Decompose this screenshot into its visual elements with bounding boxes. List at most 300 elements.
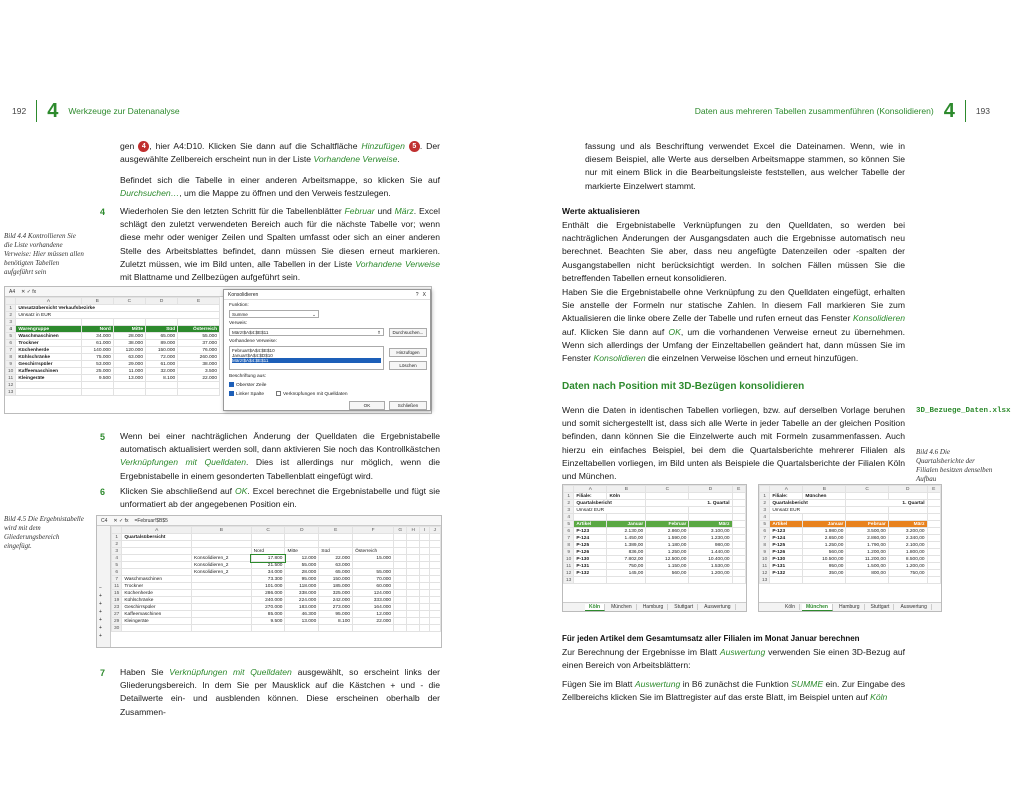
ui-term: Vorhandene Verweise: [313, 154, 398, 165]
cell: [394, 541, 407, 548]
cell: 11.000: [113, 368, 145, 375]
cell: Konsolidieren_2: [192, 555, 252, 562]
cell: Küchenherde: [16, 347, 81, 354]
cell: 1.980,00: [803, 528, 846, 535]
cell: 37.000: [178, 340, 220, 347]
cell: 1. Quartal: [646, 500, 732, 507]
add-button[interactable]: Hinzufügen: [389, 348, 427, 357]
cell: 338.000: [285, 590, 319, 597]
cell: 273.000: [319, 604, 353, 611]
table-row: [112, 562, 441, 569]
cell: [927, 528, 940, 535]
cell: 1.150,00: [646, 563, 689, 570]
ui-term: Hinzufügen: [361, 141, 405, 151]
cell: [353, 534, 394, 541]
cell: [394, 562, 407, 569]
formula-bar: [97, 516, 441, 526]
table-row: [112, 618, 441, 625]
cell: 560,00: [646, 570, 689, 577]
table-row: [112, 590, 441, 597]
cell: H: [407, 527, 420, 534]
cell: Februar: [646, 521, 689, 528]
cell: 980,00: [689, 542, 732, 549]
cell: [429, 597, 440, 604]
row-header: 5: [112, 562, 122, 569]
text: ein. Zur Eingabe des Zellbereichs klicken Sie im Blattregister auf das erste Blatt, im Beispiel unten auf: [562, 679, 906, 703]
active-cell[interactable]: 17.800: [251, 555, 285, 562]
help-icon[interactable]: ?: [415, 291, 419, 298]
cell: Artikel: [574, 521, 607, 528]
cell: 2.650,00: [803, 535, 846, 542]
cell: [113, 319, 145, 326]
text: Wiederholen Sie den letzten Schritt für die Tabellenblätter: [120, 206, 342, 216]
cell: [420, 534, 430, 541]
step-number: 4: [100, 207, 106, 217]
text: .: [397, 154, 400, 165]
cell: [429, 618, 440, 625]
cell: [760, 486, 770, 493]
cell: 836,00: [607, 549, 646, 556]
paragraph-step7: [120, 666, 440, 719]
checkbox-unchecked[interactable]: [276, 391, 281, 396]
checkbox-checked[interactable]: [229, 391, 234, 396]
table-header-row: [564, 521, 746, 528]
cell: 7.802,00: [607, 556, 646, 563]
cell: 2.860,00: [646, 528, 689, 535]
cell: [420, 555, 430, 562]
cell: [251, 541, 285, 548]
cell: A: [122, 527, 192, 534]
row-header: 12: [6, 382, 16, 389]
table-row: [760, 577, 941, 584]
cell: [732, 556, 745, 563]
cell: [6, 298, 16, 305]
paragraph-continuation: fassung und als Beschriftung verwendet Excel die Dateinamen. Wenn, wie in diesem Beispiel, alle Werte aus derselben Arbeitsmappe stammen, so können Sie nur mit einem Blick in die Bearbeitungsleiste feststellen, aus welcher Tabelle der markierte Einzelwert stammt.: [585, 141, 905, 191]
table-row: [760, 563, 941, 570]
cell: Süd: [146, 326, 178, 333]
text: Befindet sich die Tabelle in einer anderen Arbeitsmappe, so klicken Sie auf: [120, 175, 440, 185]
cell: Mitte: [113, 326, 145, 333]
cell: P-124: [770, 535, 803, 542]
cell: [420, 618, 430, 625]
text: Haben Sie die Ergebnistabelle ohne Verknüpfung zu den Quelldaten eingefügt, erhalten Sie anstelle der Formeln nur statische Zahlen. In diesem Fall markieren Sie zum Aktualisieren die linke obere Zelle der Tabelle und rufen erneut das Fenster: [562, 287, 905, 324]
collapse-button[interactable]: −: [99, 585, 102, 591]
row-header: 3: [6, 319, 16, 326]
cell: 70.000: [353, 576, 394, 583]
cell: 28.000: [113, 333, 145, 340]
cell: Süd: [319, 548, 353, 555]
cell: 150.000: [146, 347, 178, 354]
cell: Konsolidieren_2: [192, 569, 252, 576]
cell: B: [607, 486, 646, 493]
cell: [770, 577, 803, 584]
table-row: [6, 319, 220, 326]
cell: [192, 590, 252, 597]
cell: [192, 597, 252, 604]
cell: Österreich: [353, 548, 394, 555]
cell: 10.400,00: [689, 556, 732, 563]
cell: Januar: [607, 521, 646, 528]
cell: P-124: [574, 535, 607, 542]
table-row: [112, 548, 441, 555]
cell: [429, 541, 440, 548]
row-header: 12: [564, 570, 574, 577]
text: die einzelnen Verweise löschen und erneut hinzufügen.: [648, 353, 859, 364]
cell: Kühlschränke: [16, 354, 81, 361]
text: Klicken Sie abschließend auf: [120, 486, 233, 496]
browse-button[interactable]: Durchsuchen...: [389, 328, 427, 337]
cell: 21.500: [251, 562, 285, 569]
cell: 12.500,00: [646, 556, 689, 563]
cell: Trockner: [122, 583, 192, 590]
table-row: [6, 389, 220, 396]
text: . Excel berechnet die Ergebnistabelle und fügt sie unformatiert ab der angegebenen Position ein.: [120, 486, 440, 510]
name-box[interactable]: A4: [9, 288, 16, 295]
cell: [394, 583, 407, 590]
expand-button[interactable]: +: [99, 625, 102, 631]
checkbox-label: Linker Spalte: [236, 391, 264, 397]
cell: [803, 514, 846, 521]
row-header: 4: [760, 514, 770, 521]
cell: 145,00: [607, 570, 646, 577]
table-row: [112, 583, 441, 590]
cell: [927, 577, 940, 584]
cell: 2.860,00: [846, 535, 888, 542]
cell: 34.000: [251, 569, 285, 576]
sheet-tab[interactable]: München: [607, 604, 637, 610]
collapse-range-icon[interactable]: ⇑: [377, 330, 381, 335]
sheet-subtitle: Umsatz in EUR: [16, 312, 220, 319]
table-row: [6, 382, 220, 389]
figure-caption: Bild 4.5 Die Ergebnistabelle wird mit dem Gliederungsbereich eingefügt.: [4, 515, 84, 550]
cell: [122, 541, 192, 548]
row-header: 7: [112, 576, 122, 583]
cell: [122, 625, 192, 632]
reference-input[interactable]: [229, 328, 384, 336]
outline-controls: [99, 584, 102, 640]
cell: [927, 521, 940, 528]
links-checkbox[interactable]: [276, 391, 348, 397]
cell: 55.000: [178, 333, 220, 340]
list-item[interactable]: Januar!$A$4:$D$10: [232, 353, 273, 358]
cell: [429, 548, 440, 555]
list-item[interactable]: Februar!$A$4:$E$10: [232, 348, 275, 353]
left-column-checkbox[interactable]: [229, 391, 264, 397]
sheet-tab[interactable]: Hamburg: [639, 604, 669, 610]
row-header: 2: [112, 541, 122, 548]
cell: 950,00: [803, 563, 846, 570]
cell: [888, 514, 927, 521]
function-label: Funktion:: [229, 303, 249, 308]
expand-button[interactable]: +: [99, 617, 102, 623]
row-header: 12: [760, 570, 770, 577]
cell: [732, 528, 745, 535]
cell: Quartalsbericht: [574, 500, 646, 507]
list-item-selected[interactable]: März!$A$4:$E$11: [232, 358, 381, 363]
paragraph-3d-sum: [562, 646, 905, 672]
row-header: 15: [112, 590, 122, 597]
cell: 2.130,00: [607, 528, 646, 535]
close-button[interactable]: Schließen: [389, 401, 427, 410]
cell: [420, 583, 430, 590]
cell: 63.000: [113, 354, 145, 361]
cell: [564, 486, 574, 493]
table-row: [6, 312, 220, 319]
cell: 286.000: [251, 590, 285, 597]
cell: Filiale:: [574, 493, 607, 500]
table-row: [564, 549, 746, 556]
cell: [192, 604, 252, 611]
consolidate-dialog: [223, 289, 431, 411]
cell: [394, 555, 407, 562]
table-row: [564, 542, 746, 549]
cell: [394, 625, 407, 632]
checkbox-label: Verknüpfungen mit Quelldaten: [283, 391, 348, 397]
text: , um die vorhandenen Verweise erneut zu übernehmen. Wenn sich allerdings der Umfang der Einzeltabellen geändert hat, dann müssen Sie im Fenster: [562, 326, 906, 364]
cell: [394, 618, 407, 625]
cell: Filiale:: [770, 493, 803, 500]
row-header: 8: [6, 354, 16, 361]
row-header: 10: [6, 368, 16, 375]
dialog-titlebar: [224, 290, 430, 300]
function-select[interactable]: [229, 310, 319, 318]
cell: 53.000: [81, 361, 113, 368]
delete-button[interactable]: Löschen: [389, 361, 427, 370]
ui-term: Vorhandene Verweise: [355, 258, 440, 269]
cell: [429, 562, 440, 569]
cell: [846, 577, 888, 584]
cell: [927, 493, 940, 500]
cell: Quartalsbericht: [770, 500, 846, 507]
cell: [732, 570, 745, 577]
cell: Umsatz EUR: [574, 507, 646, 514]
cell: 89.000: [146, 340, 178, 347]
cell: 46.300: [285, 611, 319, 618]
function-value: Summe: [232, 312, 248, 317]
sheet-tab[interactable]: Köln: [585, 604, 605, 611]
cell: [285, 625, 319, 632]
header-divider: [36, 100, 37, 122]
row-header: 23: [112, 604, 122, 611]
cell: [429, 625, 440, 632]
ui-term: Verknüpfungen mit Quelldaten: [169, 667, 292, 677]
cell: [122, 548, 192, 555]
table-row: [6, 375, 220, 382]
expand-button[interactable]: +: [99, 609, 102, 615]
cell: 240.000: [251, 597, 285, 604]
cell: P-130: [574, 556, 607, 563]
sheet-tab[interactable]: Stuttgart: [670, 604, 698, 610]
cell: Warengruppe: [16, 326, 81, 333]
row-header: 30: [112, 625, 122, 632]
sheet-tab[interactable]: Auswertung: [700, 604, 735, 610]
cell: [689, 577, 732, 584]
excel-screenshot-consolidate: [4, 286, 432, 414]
cell: 242.000: [319, 597, 353, 604]
paragraph-sum-steps: [562, 678, 905, 704]
table-row: [6, 305, 220, 312]
table-row: [112, 555, 441, 562]
cell: [732, 514, 745, 521]
cell: München: [803, 493, 846, 500]
ui-term: Köln: [870, 692, 888, 703]
cell: Trockner: [16, 340, 81, 347]
paragraph-step4: [120, 205, 440, 284]
cell: F: [353, 527, 394, 534]
step-number: 6: [100, 487, 106, 497]
cell: 95.000: [285, 576, 319, 583]
cell: 72.000: [146, 354, 178, 361]
row-header: 11: [760, 563, 770, 570]
cell: P-123: [770, 528, 803, 535]
cell: Januar: [803, 521, 846, 528]
cell: P-125: [574, 542, 607, 549]
cell: 12.000: [353, 611, 394, 618]
table-row: [564, 556, 746, 563]
cell: [732, 549, 745, 556]
cell: [394, 590, 407, 597]
sheet-tab[interactable]: Auswertung: [896, 604, 931, 610]
paragraph-intro: [120, 140, 440, 166]
sheet-tab[interactable]: Hamburg: [835, 604, 865, 610]
cell: [112, 527, 122, 534]
cell: 101.000: [251, 583, 285, 590]
ui-term: Konsolidieren: [593, 353, 646, 364]
cell: [16, 382, 81, 389]
cell: [927, 535, 940, 542]
column-headers: [760, 486, 941, 493]
text: . Der ausgewählte Zellbereich erscheint nun in der Liste: [120, 141, 441, 165]
cell: [122, 562, 192, 569]
cell: P-132: [770, 570, 803, 577]
table-row: [760, 570, 941, 577]
close-icon[interactable]: X: [422, 291, 426, 298]
cell: [122, 555, 192, 562]
cell: P-132: [574, 570, 607, 577]
cell: Artikel: [770, 521, 803, 528]
cell: [429, 569, 440, 576]
left-page: [0, 0, 500, 800]
table-row: [6, 347, 220, 354]
cell: Mitte: [285, 548, 319, 555]
cell: Waschmaschinen: [122, 576, 192, 583]
cell: D: [285, 527, 319, 534]
table-row: [760, 556, 941, 563]
cell: [732, 577, 745, 584]
sheet-tab[interactable]: Köln: [781, 604, 800, 610]
cell: 65.000: [146, 333, 178, 340]
cell: P-123: [574, 528, 607, 535]
cell: [192, 625, 252, 632]
cell: 3.500,00: [846, 528, 888, 535]
cell: 9.500: [251, 618, 285, 625]
existing-references-list[interactable]: [229, 346, 384, 370]
cell: Köln: [607, 493, 646, 500]
row-header: 7: [564, 535, 574, 542]
cell: 10.500,00: [803, 556, 846, 563]
text: auf. Klicken Sie dann auf: [562, 326, 665, 337]
cell: 65.000: [319, 569, 353, 576]
ui-term: Februar: [344, 206, 375, 216]
cell: [927, 563, 940, 570]
table-row: [564, 563, 746, 570]
sheet-tab[interactable]: Stuttgart: [867, 604, 895, 610]
expand-button[interactable]: +: [99, 601, 102, 607]
formula-input[interactable]: =Februar!$B$5: [134, 517, 168, 524]
top-row-checkbox[interactable]: [229, 382, 266, 388]
cell: [16, 389, 81, 396]
cell: 75.000: [81, 354, 113, 361]
cell: [846, 507, 888, 514]
cell: A: [574, 486, 607, 493]
cell: [113, 382, 145, 389]
checkbox-checked[interactable]: [229, 382, 234, 387]
cell: [81, 382, 113, 389]
cell: 333.000: [353, 597, 394, 604]
text: gen: [120, 141, 135, 151]
reference-value: März!$A$4:$E$11: [232, 330, 269, 335]
paragraph-static: [562, 286, 905, 365]
row-header: 6: [6, 340, 16, 347]
expand-button[interactable]: +: [99, 593, 102, 599]
expand-button[interactable]: +: [99, 633, 102, 639]
cell: 38.000: [113, 340, 145, 347]
cell: 750,00: [607, 563, 646, 570]
cell: [927, 549, 940, 556]
heading-sum-january: Für jeden Artikel dem Gesamtumsatz aller Filialen im Monat Januar berechnen: [562, 634, 860, 643]
cell: 1.180,00: [646, 542, 689, 549]
cell: 325.000: [319, 590, 353, 597]
row-header: 1: [564, 493, 574, 500]
table-row: [112, 611, 441, 618]
cell: 183.000: [285, 604, 319, 611]
cell: [770, 514, 803, 521]
labels-label: Beschriftung aus:: [229, 374, 267, 379]
name-box[interactable]: C4: [101, 517, 108, 524]
cell: B: [81, 298, 113, 305]
cell: Österreich: [178, 326, 220, 333]
cell: [927, 542, 940, 549]
cell: 1.200,00: [888, 563, 927, 570]
cell: D: [146, 298, 178, 305]
cell: [888, 577, 927, 584]
sheet-tab[interactable]: München: [802, 604, 833, 611]
cell: 800,00: [846, 570, 888, 577]
paragraph-update: Enthält die Ergebnistabelle Verknüpfungen zu den Quelldaten, so werden bei nachträglichen Änderungen der Ausgangsdaten auch die Ergebnisse automatisch neu berechnet. Beachten Sie aber, dass neu angefügte Datenzeilen oder -spalten der Ausgangstabellen nicht berücksichtigt werden. In solchen Fällen müssen Sie die betreffenden Tabellen erneut konsolidieren.: [562, 220, 905, 283]
row-header: 9: [564, 549, 574, 556]
cell: E: [319, 527, 353, 534]
chapter-number: 4: [943, 100, 955, 122]
cell: [732, 563, 745, 570]
ok-button[interactable]: OK: [349, 401, 385, 410]
row-header: 1: [6, 305, 16, 312]
cell: E: [178, 298, 220, 305]
text: , um die Mappe zu öffnen und den Verweis festzulegen.: [179, 188, 391, 199]
table-row: [564, 577, 746, 584]
table-row: [760, 528, 941, 535]
fx-icon: ✕ ✓ fx: [113, 517, 129, 524]
row-header: 10: [564, 556, 574, 563]
table-header-row: [6, 326, 220, 333]
row-header: 4: [6, 326, 16, 333]
cell: Geschirrspüler: [122, 604, 192, 611]
cell: [407, 541, 420, 548]
table-row: [112, 576, 441, 583]
cell: [394, 604, 407, 611]
cell: [927, 570, 940, 577]
cell: J: [429, 527, 440, 534]
cell: D: [888, 486, 927, 493]
